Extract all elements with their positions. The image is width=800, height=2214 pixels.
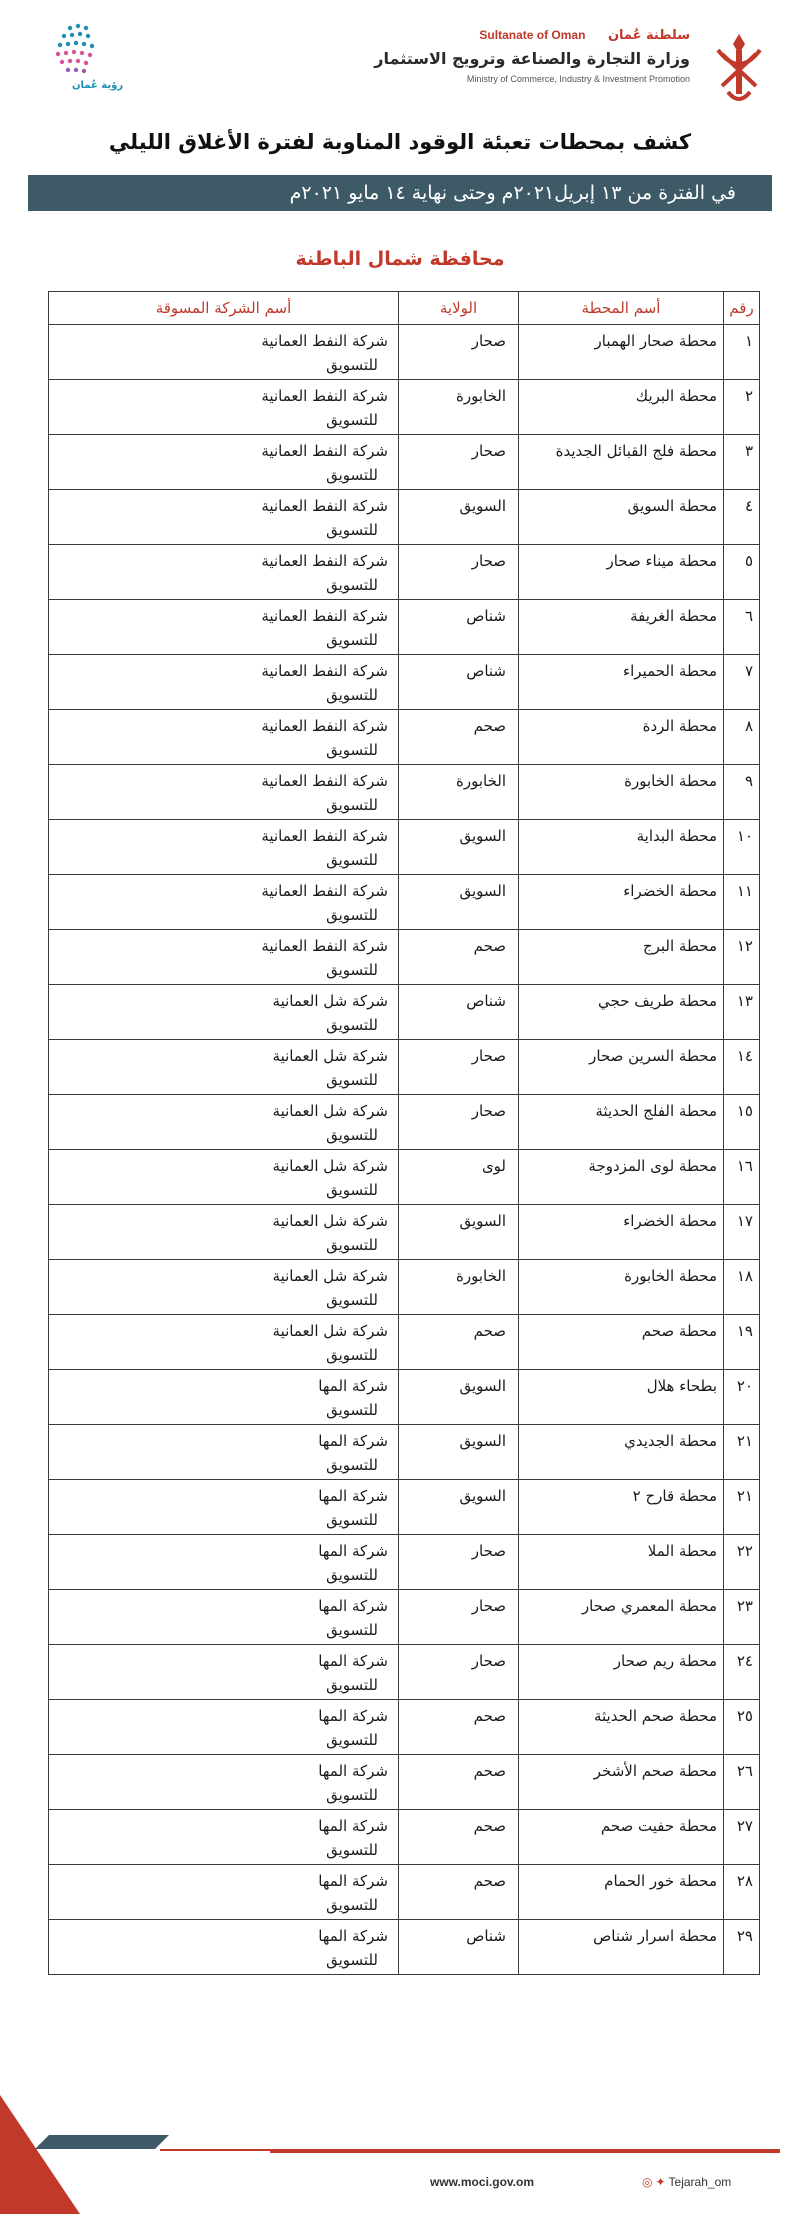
row-num: ٢٨ bbox=[724, 1865, 760, 1920]
row-station-name: محطة خور الحمام bbox=[519, 1865, 724, 1920]
row-station-name: محطة صحم الأشخر bbox=[519, 1755, 724, 1810]
row-company bbox=[49, 1315, 399, 1370]
row-company-line2: للتسويق bbox=[326, 576, 378, 594]
row-company bbox=[49, 930, 399, 985]
table-row bbox=[49, 1590, 760, 1645]
row-company bbox=[49, 1645, 399, 1700]
footer-slate-stripe bbox=[35, 2135, 169, 2149]
ministry-block bbox=[310, 28, 690, 84]
row-company-line2: للتسويق bbox=[326, 1071, 378, 1089]
row-company-line2: للتسويق bbox=[326, 1566, 378, 1584]
row-num: ٢٤ bbox=[724, 1645, 760, 1700]
row-company bbox=[49, 1700, 399, 1755]
row-company-line1: شركة النفط العمانية bbox=[261, 442, 388, 460]
row-wilaya: السويق bbox=[399, 875, 519, 930]
row-company bbox=[49, 820, 399, 875]
row-wilaya: صحار bbox=[399, 1095, 519, 1150]
table-row bbox=[49, 1700, 760, 1755]
row-company bbox=[49, 1095, 399, 1150]
row-company bbox=[49, 1150, 399, 1205]
row-station-name: محطة ريم صحار bbox=[519, 1645, 724, 1700]
row-num: ٢٥ bbox=[724, 1700, 760, 1755]
row-station-name: محطة الردة bbox=[519, 710, 724, 765]
row-company-line1: شركة المها bbox=[318, 1597, 388, 1615]
row-company-line1: شركة النفط العمانية bbox=[261, 717, 388, 735]
row-wilaya: شناص bbox=[399, 600, 519, 655]
instagram-icon: ◎ bbox=[642, 2175, 653, 2189]
row-company-line2: للتسويق bbox=[326, 1731, 378, 1749]
row-station-name: محطة طريف حجي bbox=[519, 985, 724, 1040]
row-company-line1: شركة المها bbox=[318, 1872, 388, 1890]
row-company bbox=[49, 1260, 399, 1315]
row-company-line2: للتسويق bbox=[326, 1456, 378, 1474]
row-num: ٢٣ bbox=[724, 1590, 760, 1645]
row-company-line1: شركة النفط العمانية bbox=[261, 387, 388, 405]
row-wilaya: السويق bbox=[399, 1425, 519, 1480]
row-num: ٢٠ bbox=[724, 1370, 760, 1425]
row-company-line2: للتسويق bbox=[326, 906, 378, 924]
row-num: ١١ bbox=[724, 875, 760, 930]
row-company bbox=[49, 1370, 399, 1425]
row-company-line1: شركة المها bbox=[318, 1927, 388, 1945]
brand-en: Sultanate of Oman bbox=[479, 28, 586, 42]
row-company-line1: شركة شل العمانية bbox=[272, 1102, 388, 1120]
table-row bbox=[49, 1370, 760, 1425]
row-wilaya: الخابورة bbox=[399, 380, 519, 435]
footer-social[interactable] bbox=[642, 2175, 731, 2189]
row-wilaya: صحار bbox=[399, 545, 519, 600]
row-station-name: محطة صحار الهمبار bbox=[519, 325, 724, 380]
row-wilaya: صحم bbox=[399, 1700, 519, 1755]
row-num: ٨ bbox=[724, 710, 760, 765]
row-company-line1: شركة النفط العمانية bbox=[261, 497, 388, 515]
period-bar bbox=[28, 175, 772, 211]
row-company-line1: شركة شل العمانية bbox=[272, 1267, 388, 1285]
row-num: ١٥ bbox=[724, 1095, 760, 1150]
row-company bbox=[49, 545, 399, 600]
row-wilaya: صحار bbox=[399, 1590, 519, 1645]
row-company-line2: للتسويق bbox=[326, 796, 378, 814]
row-company bbox=[49, 1865, 399, 1920]
table-row bbox=[49, 930, 760, 985]
row-station-name: محطة الفلج الحديثة bbox=[519, 1095, 724, 1150]
ministry-name-ar: وزارة التجارة والصناعة وترويج الاستثمار bbox=[374, 49, 690, 68]
row-company bbox=[49, 1480, 399, 1535]
row-num: ١٠ bbox=[724, 820, 760, 875]
row-company-line2: للتسويق bbox=[326, 411, 378, 429]
row-company-line2: للتسويق bbox=[326, 961, 378, 979]
footer-social-handle: Tejarah_om bbox=[668, 2175, 732, 2189]
row-wilaya: صحم bbox=[399, 1315, 519, 1370]
row-company-line2: للتسويق bbox=[326, 1621, 378, 1639]
row-station-name: محطة لوى المزدوجة bbox=[519, 1150, 724, 1205]
row-num: ٢١ bbox=[724, 1480, 760, 1535]
header-company: أسم الشركة المسوقة bbox=[49, 292, 399, 325]
table-row bbox=[49, 1150, 760, 1205]
header-wilaya: الولاية bbox=[399, 292, 519, 325]
row-company-line1: شركة المها bbox=[318, 1762, 388, 1780]
row-company bbox=[49, 1040, 399, 1095]
row-wilaya: السويق bbox=[399, 1480, 519, 1535]
row-station-name: محطة صحم الحديثة bbox=[519, 1700, 724, 1755]
row-company-line2: للتسويق bbox=[326, 521, 378, 539]
row-wilaya: صحم bbox=[399, 1755, 519, 1810]
table-row bbox=[49, 1535, 760, 1590]
row-station-name: محطة الخضراء bbox=[519, 875, 724, 930]
row-wilaya: لوى bbox=[399, 1150, 519, 1205]
row-company bbox=[49, 1810, 399, 1865]
table-row bbox=[49, 1260, 760, 1315]
row-company-line1: شركة النفط العمانية bbox=[261, 827, 388, 845]
row-num: ٤ bbox=[724, 490, 760, 545]
row-company-line1: شركة شل العمانية bbox=[272, 1322, 388, 1340]
table-row bbox=[49, 435, 760, 490]
row-company-line1: شركة النفط العمانية bbox=[261, 662, 388, 680]
row-company-line2: للتسويق bbox=[326, 466, 378, 484]
row-company-line2: للتسويق bbox=[326, 1951, 378, 1969]
row-company bbox=[49, 765, 399, 820]
row-company-line2: للتسويق bbox=[326, 356, 378, 374]
row-num: ١٨ bbox=[724, 1260, 760, 1315]
row-wilaya: صحم bbox=[399, 930, 519, 985]
table-row bbox=[49, 1810, 760, 1865]
row-station-name: محطة الحميراء bbox=[519, 655, 724, 710]
table-row bbox=[49, 1040, 760, 1095]
row-num: ٢١ bbox=[724, 1425, 760, 1480]
row-company-line1: شركة النفط العمانية bbox=[261, 607, 388, 625]
row-company-line2: للتسويق bbox=[326, 851, 378, 869]
row-wilaya: صحار bbox=[399, 1535, 519, 1590]
row-num: ٦ bbox=[724, 600, 760, 655]
oman-emblem-icon bbox=[708, 30, 770, 108]
row-station-name: محطة البريك bbox=[519, 380, 724, 435]
row-company-line1: شركة النفط العمانية bbox=[261, 882, 388, 900]
row-company-line2: للتسويق bbox=[326, 631, 378, 649]
row-company-line1: شركة المها bbox=[318, 1542, 388, 1560]
row-num: ١٦ bbox=[724, 1150, 760, 1205]
row-company bbox=[49, 1535, 399, 1590]
row-wilaya: الخابورة bbox=[399, 765, 519, 820]
table-row bbox=[49, 985, 760, 1040]
table-row bbox=[49, 545, 760, 600]
table-row bbox=[49, 710, 760, 765]
table-row bbox=[49, 490, 760, 545]
row-company bbox=[49, 655, 399, 710]
row-company-line1: شركة المها bbox=[318, 1707, 388, 1725]
row-company-line2: للتسويق bbox=[326, 1401, 378, 1419]
row-company bbox=[49, 1920, 399, 1975]
row-company-line1: شركة شل العمانية bbox=[272, 1157, 388, 1175]
row-wilaya: صحار bbox=[399, 325, 519, 380]
row-company-line1: شركة شل العمانية bbox=[272, 1212, 388, 1230]
row-num: ٢ bbox=[724, 380, 760, 435]
table-row bbox=[49, 380, 760, 435]
table-row bbox=[49, 325, 760, 380]
row-num: ٢٢ bbox=[724, 1535, 760, 1590]
period-text: في الفترة من ١٣ إبريل٢٠٢١م وحتى نهاية ١٤ مايو ٢٠٢١م bbox=[289, 182, 736, 204]
row-wilaya: شناص bbox=[399, 985, 519, 1040]
table-row bbox=[49, 820, 760, 875]
row-wilaya: السويق bbox=[399, 490, 519, 545]
brand-ar: سلطنة عُمان bbox=[607, 28, 690, 43]
row-company-line2: للتسويق bbox=[326, 1346, 378, 1364]
row-company-line2: للتسويق bbox=[326, 1896, 378, 1914]
header-station: أسم المحطة bbox=[519, 292, 724, 325]
row-wilaya: السويق bbox=[399, 820, 519, 875]
row-station-name: بطحاء هلال bbox=[519, 1370, 724, 1425]
row-company-line1: شركة النفط العمانية bbox=[261, 552, 388, 570]
row-wilaya: صحم bbox=[399, 1810, 519, 1865]
twitter-icon: ✦ bbox=[655, 2175, 666, 2189]
row-wilaya: صحم bbox=[399, 710, 519, 765]
row-station-name: محطة السرين صحار bbox=[519, 1040, 724, 1095]
row-company-line1: شركة النفط العمانية bbox=[261, 332, 388, 350]
row-station-name: محطة اسرار شناص bbox=[519, 1920, 724, 1975]
row-num: ١٢ bbox=[724, 930, 760, 985]
page-footer bbox=[0, 2095, 800, 2214]
row-station-name: محطة قارح ٢ bbox=[519, 1480, 724, 1535]
table-row bbox=[49, 1425, 760, 1480]
row-wilaya: صحار bbox=[399, 1645, 519, 1700]
row-company-line2: للتسويق bbox=[326, 1676, 378, 1694]
row-company-line2: للتسويق bbox=[326, 1841, 378, 1859]
row-station-name: محطة ميناء صحار bbox=[519, 545, 724, 600]
row-station-name: محطة البرج bbox=[519, 930, 724, 985]
page-title: كشف بمحطات تعبئة الوقود المناوبة لفترة الأغلاق الليلي bbox=[108, 130, 692, 154]
table-row bbox=[49, 1645, 760, 1700]
ministry-name-en: Ministry of Commerce, Industry & Investment Promotion bbox=[466, 74, 690, 84]
row-company-line1: شركة شل العمانية bbox=[272, 992, 388, 1010]
footer-red-stripe bbox=[0, 2095, 80, 2214]
row-company-line1: شركة النفط العمانية bbox=[261, 937, 388, 955]
row-company bbox=[49, 710, 399, 765]
row-wilaya: صحم bbox=[399, 1865, 519, 1920]
row-company bbox=[49, 380, 399, 435]
table-row bbox=[49, 1865, 760, 1920]
footer-red-line-2 bbox=[270, 2151, 780, 2153]
row-station-name: محطة الجديدي bbox=[519, 1425, 724, 1480]
row-company-line2: للتسويق bbox=[326, 1126, 378, 1144]
row-wilaya: السويق bbox=[399, 1370, 519, 1425]
row-company-line1: شركة النفط العمانية bbox=[261, 772, 388, 790]
header-num: رقم bbox=[724, 292, 760, 325]
row-station-name: محطة المعمري صحار bbox=[519, 1590, 724, 1645]
row-station-name: محطة الخابورة bbox=[519, 765, 724, 820]
row-wilaya: شناص bbox=[399, 1920, 519, 1975]
row-num: ١ bbox=[724, 325, 760, 380]
row-num: ٣ bbox=[724, 435, 760, 490]
row-num: ٥ bbox=[724, 545, 760, 600]
row-station-name: محطة الغريفة bbox=[519, 600, 724, 655]
row-company bbox=[49, 325, 399, 380]
table-row bbox=[49, 1755, 760, 1810]
row-company-line2: للتسويق bbox=[326, 1181, 378, 1199]
row-company-line2: للتسويق bbox=[326, 1291, 378, 1309]
row-company-line2: للتسويق bbox=[326, 686, 378, 704]
row-station-name: محطة البداية bbox=[519, 820, 724, 875]
table-row bbox=[49, 765, 760, 820]
table-header-row bbox=[49, 292, 760, 325]
row-num: ٢٦ bbox=[724, 1755, 760, 1810]
stations-table-wrapper bbox=[48, 291, 759, 1975]
row-company bbox=[49, 875, 399, 930]
row-station-name: محطة صحم bbox=[519, 1315, 724, 1370]
row-company bbox=[49, 1425, 399, 1480]
table-row bbox=[49, 1205, 760, 1260]
vision-logo-text: رؤية عُمان bbox=[72, 80, 124, 91]
row-company-line2: للتسويق bbox=[326, 1016, 378, 1034]
table-row bbox=[49, 1480, 760, 1535]
row-company-line2: للتسويق bbox=[326, 1511, 378, 1529]
row-num: ١٩ bbox=[724, 1315, 760, 1370]
row-station-name: محطة الخابورة bbox=[519, 1260, 724, 1315]
row-company bbox=[49, 435, 399, 490]
row-num: ٧ bbox=[724, 655, 760, 710]
row-wilaya: شناص bbox=[399, 655, 519, 710]
row-company-line1: شركة شل العمانية bbox=[272, 1047, 388, 1065]
row-num: ١٣ bbox=[724, 985, 760, 1040]
table-row bbox=[49, 655, 760, 710]
row-station-name: محطة الملا bbox=[519, 1535, 724, 1590]
row-num: ٢٩ bbox=[724, 1920, 760, 1975]
table-row bbox=[49, 1315, 760, 1370]
row-company bbox=[49, 490, 399, 545]
table-row bbox=[49, 1095, 760, 1150]
page-header bbox=[0, 0, 800, 125]
row-wilaya: صحار bbox=[399, 1040, 519, 1095]
row-company bbox=[49, 1590, 399, 1645]
row-company-line2: للتسويق bbox=[326, 1236, 378, 1254]
row-wilaya: صحار bbox=[399, 435, 519, 490]
row-wilaya: السويق bbox=[399, 1205, 519, 1260]
row-company-line1: شركة المها bbox=[318, 1377, 388, 1395]
stations-table bbox=[48, 291, 760, 1975]
governorate-title: محافظة شمال الباطنة bbox=[295, 248, 505, 270]
row-company bbox=[49, 985, 399, 1040]
row-num: ٩ bbox=[724, 765, 760, 820]
row-wilaya: الخابورة bbox=[399, 1260, 519, 1315]
row-num: ١٧ bbox=[724, 1205, 760, 1260]
row-company-line1: شركة المها bbox=[318, 1817, 388, 1835]
row-company-line1: شركة المها bbox=[318, 1487, 388, 1505]
row-company-line1: شركة المها bbox=[318, 1432, 388, 1450]
row-station-name: محطة الخضراء bbox=[519, 1205, 724, 1260]
row-company bbox=[49, 600, 399, 655]
row-company-line1: شركة المها bbox=[318, 1652, 388, 1670]
row-company-line2: للتسويق bbox=[326, 741, 378, 759]
row-num: ١٤ bbox=[724, 1040, 760, 1095]
row-company-line2: للتسويق bbox=[326, 1786, 378, 1804]
row-num: ٢٧ bbox=[724, 1810, 760, 1865]
footer-website[interactable]: www.moci.gov.om bbox=[430, 2175, 535, 2189]
row-company bbox=[49, 1755, 399, 1810]
table-row bbox=[49, 600, 760, 655]
row-station-name: محطة السويق bbox=[519, 490, 724, 545]
table-row bbox=[49, 875, 760, 930]
row-station-name: محطة حفيت صحم bbox=[519, 1810, 724, 1865]
row-company bbox=[49, 1205, 399, 1260]
row-station-name: محطة فلج القبائل الجديدة bbox=[519, 435, 724, 490]
table-row bbox=[49, 1920, 760, 1975]
